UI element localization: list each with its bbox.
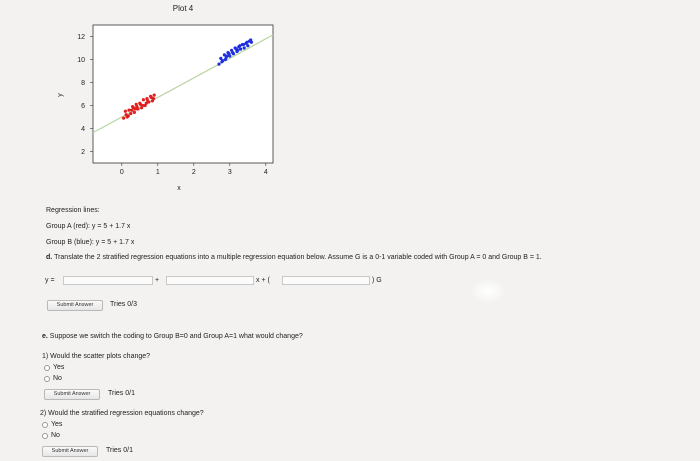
group-b-point [224,58,227,61]
plot-title: Plot 4 [172,4,194,13]
q1-option-yes[interactable] [44,364,64,371]
group-a-point [150,96,153,99]
q2-text: 2) Would the stratified regression equations change? [40,410,204,417]
group-a-point [145,102,148,105]
part-d-label: d. [46,254,53,261]
radio-button[interactable] [42,433,48,439]
q2-option-yes[interactable] [42,421,62,428]
q2-option-no-label: No [51,432,60,439]
group-a-point [133,111,136,114]
y-tick-label: 8 [81,80,85,87]
group-b-point [239,48,242,51]
group-b-point [236,49,239,52]
plus-sign: + [155,277,160,284]
radio-button[interactable] [42,422,48,428]
group-b-point [217,63,220,66]
y-equals-label: y = [45,277,55,284]
submit-answer-q1-button[interactable]: Submit Answer [44,389,100,400]
slope-input[interactable] [166,276,254,285]
y-axis-label: y [57,93,64,97]
intercept-input[interactable] [63,276,153,285]
group-b-point [220,60,223,63]
part-e-text: Suppose we switch the coding to Group B=0 and Group A=1 what would change? [49,333,303,340]
submit-answer-q2-button[interactable]: Submit Answer [42,446,98,457]
x-tick-label: 2 [191,169,196,176]
y-tick-label: 10 [77,57,85,64]
q1-option-yes-label: Yes [53,364,65,371]
group-a-point [127,109,130,112]
group-coef-input[interactable] [282,276,370,285]
q1-option-no-label: No [53,375,62,382]
y-tick-label: 2 [81,149,85,156]
x-tick-label: 3 [227,169,232,176]
part-d-text: Translate the 2 stratified regression equations into a multiple regression equation below. Assume G is a 0-1 variable coded with Group A = 0 and Group B = 1. [54,254,542,261]
group-a-point [124,110,127,113]
q1-option-no[interactable] [44,375,62,382]
part-d-question [46,254,542,261]
q1-text: 1) Would the scatter plots change? [42,353,151,360]
group-b-point [246,44,249,47]
group-a-point [139,103,142,106]
radio-button[interactable] [44,376,50,382]
part-e-label: e. [42,333,48,340]
y-tick-label: 6 [81,103,85,110]
g-close-label: ) G [372,277,382,284]
x-tick-label: 0 [119,169,124,176]
tries-q2: Tries 0/1 [106,447,133,454]
x-plus-label: x + ( [256,277,270,284]
regression-group-a: Group A (red): y = 5 + 1.7 x [46,223,131,230]
regression-group-b: Group B (blue): y = 5 + 1.7 x [46,239,135,246]
submit-answer-d-button[interactable]: Submit Answer [47,300,103,311]
x-axis-label: x [177,185,181,192]
group-b-point [245,41,248,44]
group-a-point [129,112,132,115]
x-tick-label: 4 [263,169,268,176]
group-a-point [153,94,156,97]
screen-glare [470,278,506,304]
plot-frame [93,25,273,163]
group-b-point [231,51,234,54]
group-b-point [249,38,252,41]
group-b-point [243,46,246,49]
y-tick-label: 12 [77,34,85,41]
x-tick-label: 1 [155,169,160,176]
group-a-point [132,106,135,109]
regression-heading: Regression lines: [46,207,100,214]
tries-q1: Tries 0/1 [108,390,135,397]
scatter-plot [0,0,700,200]
tries-d: Tries 0/3 [110,301,137,308]
y-tick-label: 4 [81,126,85,133]
radio-button[interactable] [44,365,50,371]
group-a-point [127,114,130,117]
group-b-point [238,44,241,47]
group-b-point [242,43,245,46]
q2-option-yes-label: Yes [51,421,63,428]
group-a-point [142,98,145,101]
group-a-point [122,117,125,120]
q2-option-no[interactable] [42,432,60,439]
group-b-point [225,54,228,57]
part-e-question [42,333,303,340]
